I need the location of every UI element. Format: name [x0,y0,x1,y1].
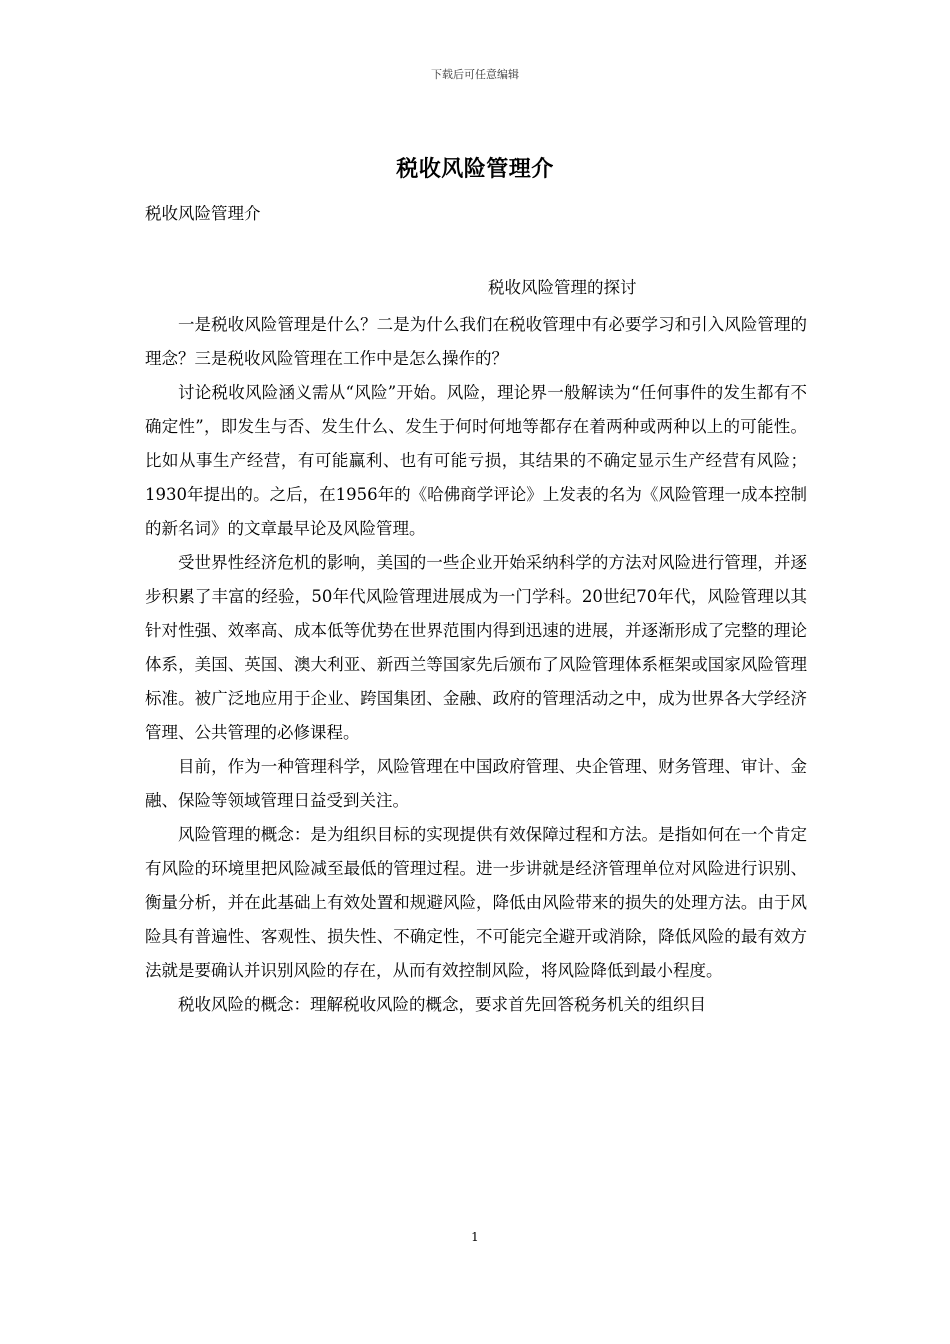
paragraph: 受世界性经济危机的影响，美国的一些企业开始采纳科学的方法对风险进行管理，并逐步积累了丰富的经验，50年代风险管理进展成为一门学科。20世纪70年代，风险管理以其针对性强、效率高、成本低等优势在世界范围内得到迅速的进展，并逐渐形成了完整的理论体系，美国、英国、澳大利亚、新西兰等国家先后颁布了风险管理体系框架或国家风险管理标准。被广泛地应用于企业、跨国集团、金融、政府的管理活动之中，成为世界各大学经济管理、公共管理的必修课程。 [145,553,807,742]
paragraph: 讨论税收风险涵义需从“风险”开始。风险，理论界一般解读为“任何事件的发生都有不确定性”，即发生与否、发生什么、发生于何时何地等都存在着两种或两种以上的可能性。比如从事生产经营，有可能赢利、也有可能亏损，其结果的不确定显示生产经营有风险；1930年提出的。之后，在1956年的《哈佛商学评论》上发表的名为《风险管理一成本控制的新名词》的文章最早论及风险管理。 [145,383,807,538]
body-text [145,308,807,1022]
paragraph: 风险管理的概念：是为组织目标的实现提供有效保障过程和方法。是指如何在一个肯定有风险的环境里把风险减至最低的管理过程。进一步讲就是经济管理单位对风险进行识别、衡量分析，并在此基础上有效处置和规避风险，降低由风险带来的损失的处理方法。由于风险具有普遍性、客观性、损失性、不确定性，不可能完全避开或消除，降低风险的最有效方法就是要确认并识别风险的存在，从而有效控制风险，将风险降低到最小程度。 [145,825,807,980]
page-number: 1 [471,1230,479,1244]
paragraph: 一是税收风险管理是什么？二是为什么我们在税收管理中有必要学习和引入风险管理的理念？三是税收风险管理在工作中是怎么操作的？ [145,315,807,368]
section-heading: 税收风险管理的探讨 [488,278,637,297]
header-note: 下载后可任意编辑 [431,68,519,81]
paragraph: 目前，作为一种管理科学，风险管理在中国政府管理、央企管理、财务管理、审计、金融、保险等领域管理日益受到关注。 [145,757,807,810]
document-subtitle: 税收风险管理介 [145,204,261,223]
document-title: 税收风险管理介 [396,156,554,182]
paragraph: 税收风险的概念：理解税收风险的概念，要求首先回答税务机关的组织目 [178,995,706,1014]
